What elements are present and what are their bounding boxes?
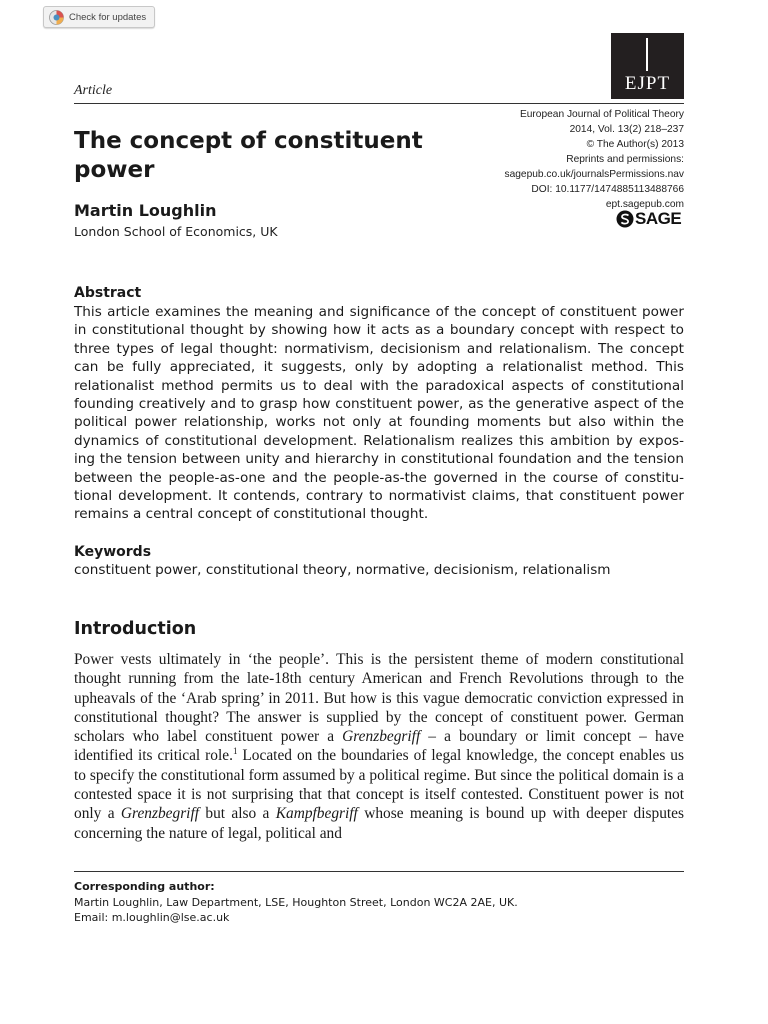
copyright: © The Author(s) 2013: [586, 139, 684, 150]
abstract-heading: Abstract: [74, 285, 142, 301]
keywords-heading: Keywords: [74, 544, 152, 560]
logo-bar: [646, 38, 648, 71]
intro-text-3: Located on the boundaries of legal knowledge, the concept enables us to specify the constitutional form assumed by a political regime. But since the political domain is a contested space it is not surprising that that concept is itself contested. Constituent power is not only a: [74, 747, 684, 823]
author-affiliation: London School of Economics, UK: [74, 224, 278, 239]
permissions-link[interactable]: sagepub.co.uk/journalsPermissions.nav: [504, 169, 684, 180]
logo-text: EJPT: [624, 73, 671, 94]
intro-text-5: whose meaning is bound up with deeper disputes concerning the nature of legal, political and: [74, 805, 684, 842]
check-for-updates-button[interactable]: [43, 6, 155, 28]
term-grenzbegriff-2: Grenzbegriff: [120, 805, 200, 823]
check-for-updates-label: Check for updates: [69, 11, 147, 23]
publisher-name: SAGE: [635, 209, 682, 228]
introduction-heading: Introduction: [74, 619, 197, 639]
intro-text-1: Power vests ultimately in ‘the people’. This is the persistent theme of modern constitutional thought running from the late-18th century American and French Revolutions through to the upheavals of the ‘Arab spring’ in 2011. But how is this vague democratic conviction expressed in constitutional thought? The answer is supplied by the concept of constituent power. German scholars who label constituent power a: [74, 651, 684, 746]
journal-info: [424, 107, 684, 212]
author-name: Martin Loughlin: [74, 201, 217, 220]
doi[interactable]: DOI: 10.1177/1474885113488766: [531, 184, 684, 195]
reprints-label: Reprints and permissions:: [566, 154, 684, 165]
intro-text-2: – a boundary or limit concept – have identified its critical role.: [74, 728, 684, 765]
journal-logo: [611, 33, 684, 99]
corresponding-author-address: Martin Loughlin, Law Department, LSE, Houghton Street, London WC2A 2AE, UK.: [74, 896, 518, 909]
abstract-text: This article examines the meaning and significance of the concept of constituent power in constitutional thought by showing how it acts as a boundary concept with respect to three types of legal thought: normativism, decisionism and relationalism. The concept can be fully appreciated, it suggests, only by adopting a relationalist method. This relationalist method permits us to deal with the paradoxical aspects of constitutional founding creatively and to grasp how constituent power, as the generative aspect of the political power relationship, works not only at founding moments but also within the dynamics of constitutional development. Relationalism realizes this ambition by exposing the tension between unity and hierarchy in constitutional foundation and the tension between the people-as-one and the people-as-the governed in the course of constitutional development. It contends, contrary to normativist claims, that constituent power remains a central concept of constitutional thought.: [74, 304, 684, 523]
term-kampfbegriff: Kampfbegriff: [275, 805, 358, 823]
sage-mark-icon: [616, 210, 634, 228]
keywords-text: constituent power, constitutional theory, normative, decisionism, relationalism: [74, 562, 611, 578]
introduction-paragraph: [74, 650, 684, 843]
journal-url[interactable]: ept.sagepub.com: [605, 199, 684, 210]
crossmark-icon: [49, 10, 64, 25]
term-grenzbegriff: Grenzbegriff: [342, 728, 421, 746]
article-type-label: Article: [74, 83, 113, 98]
corresponding-author-heading: Corresponding author:: [74, 880, 215, 893]
corresponding-author-email[interactable]: Email: m.loughlin@lse.ac.uk: [74, 911, 230, 924]
footnote-rule: [74, 871, 684, 872]
footnote-ref[interactable]: 1: [232, 746, 238, 757]
publisher-logo: [616, 208, 681, 230]
journal-name: European Journal of Political Theory: [519, 109, 684, 120]
article-title: The concept of constituent power: [74, 128, 423, 183]
header-rule: [74, 103, 684, 104]
journal-volume: 2014, Vol. 13(2) 218–237: [569, 124, 684, 135]
intro-text-4: but also a: [199, 805, 276, 823]
